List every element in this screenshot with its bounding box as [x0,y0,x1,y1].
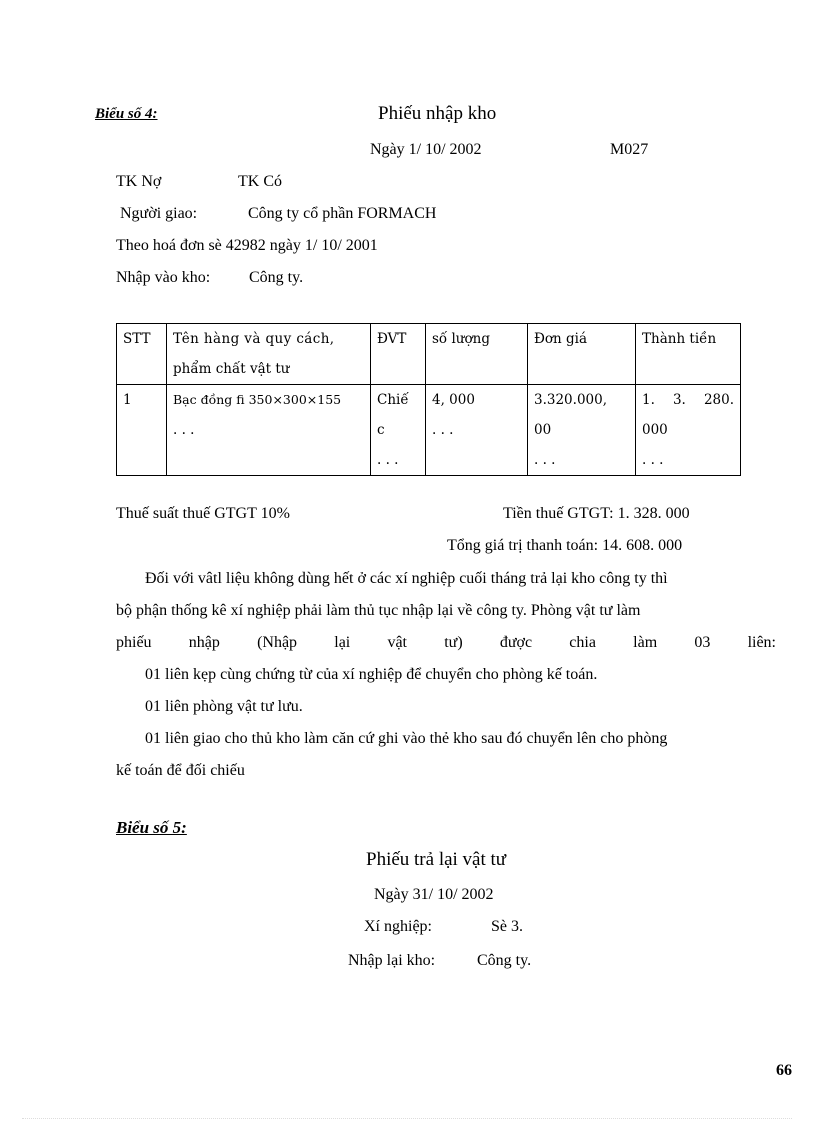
deliverer-label: Người giao: [120,205,198,222]
form5-warehouse-label: Nhập lại kho: [348,952,436,969]
vat-rate: Thuế suất thuế GTGT 10% [116,505,290,522]
deliverer-value: Công ty cổ phần FORMACH [248,205,437,222]
paragraph-line-2: bộ phận thống kê xí nghiệp phải làm thủ tục nhập lại về công ty. Phòng vật tư làm [116,602,641,619]
header-total: Thành tiền [636,324,741,385]
paragraph-copy-1: 01 liên kẹp cùng chứng từ của xí nghiệp để chuyển cho phòng kế toán. [145,666,598,683]
form5-unit-label: Xí nghiệp: [364,918,432,935]
credit-account: TK Có [238,173,282,190]
paragraph-copy-3-line-1: 01 liên giao cho thủ kho làm căn cứ ghi vào thẻ kho sau đó chuyển lên cho phòng [145,730,668,747]
page-number: 66 [776,1062,792,1079]
paragraph-line-1: Đối với vâtl liệu không dùng hết ở các xí nghiệp cuối tháng trả lại kho công ty thì [145,570,668,587]
footer-divider [22,1118,792,1119]
header-name: Tên hàng và quy cách, phẩm chất vật tư [167,324,371,385]
form4-title: Phiếu nhập kho [378,103,497,124]
table-header-row [117,324,741,385]
header-stt: STT [117,324,167,385]
paragraph-copy-3-line-2: kế toán để đối chiếu [116,762,245,779]
table-row [117,385,741,476]
cell-qty: 4, 000 . . . [426,385,528,476]
paragraph-line-3: phiếu nhập (Nhập lại vật tư) được chia làm 03 liên: [116,634,776,651]
warehouse-value: Công ty. [249,269,304,286]
header-price: Đơn giá [528,324,636,385]
form4-code: M027 [610,141,649,158]
cell-name: Bạc đồng fi 350×300×155 . . . [167,385,371,476]
form5-date: Ngày 31/ 10/ 2002 [374,886,494,903]
form5-label: Biểu số 5: [116,818,187,837]
warehouse-label: Nhập vào kho: [116,269,211,286]
grand-total: Tổng giá trị thanh toán: 14. 608. 000 [447,537,683,554]
form5-unit-value: Sè 3. [491,918,523,935]
cell-price: 3.320.000, 00 . . . [528,385,636,476]
header-unit: ĐVT [371,324,426,385]
invoice-line: Theo hoá đơn sè 42982 ngày 1/ 10/ 2001 [116,237,378,254]
form4-label: Biểu số 4: [95,106,158,122]
form4-date: Ngày 1/ 10/ 2002 [370,141,482,158]
paragraph-copy-2: 01 liên phòng vật tư lưu. [145,698,303,715]
form5-warehouse-value: Công ty. [477,952,532,969]
cell-total: 1. 3. 280. 000 . . . [636,385,741,476]
vat-amount: Tiền thuế GTGT: 1. 328. 000 [503,505,690,522]
form5-title: Phiếu trả lại vật tư [366,849,507,870]
debit-account: TK Nợ [116,173,162,190]
cell-unit: Chiế c . . . [371,385,426,476]
cell-stt: 1 [117,385,167,476]
items-table [116,323,741,476]
header-qty: số lượng [426,324,528,385]
